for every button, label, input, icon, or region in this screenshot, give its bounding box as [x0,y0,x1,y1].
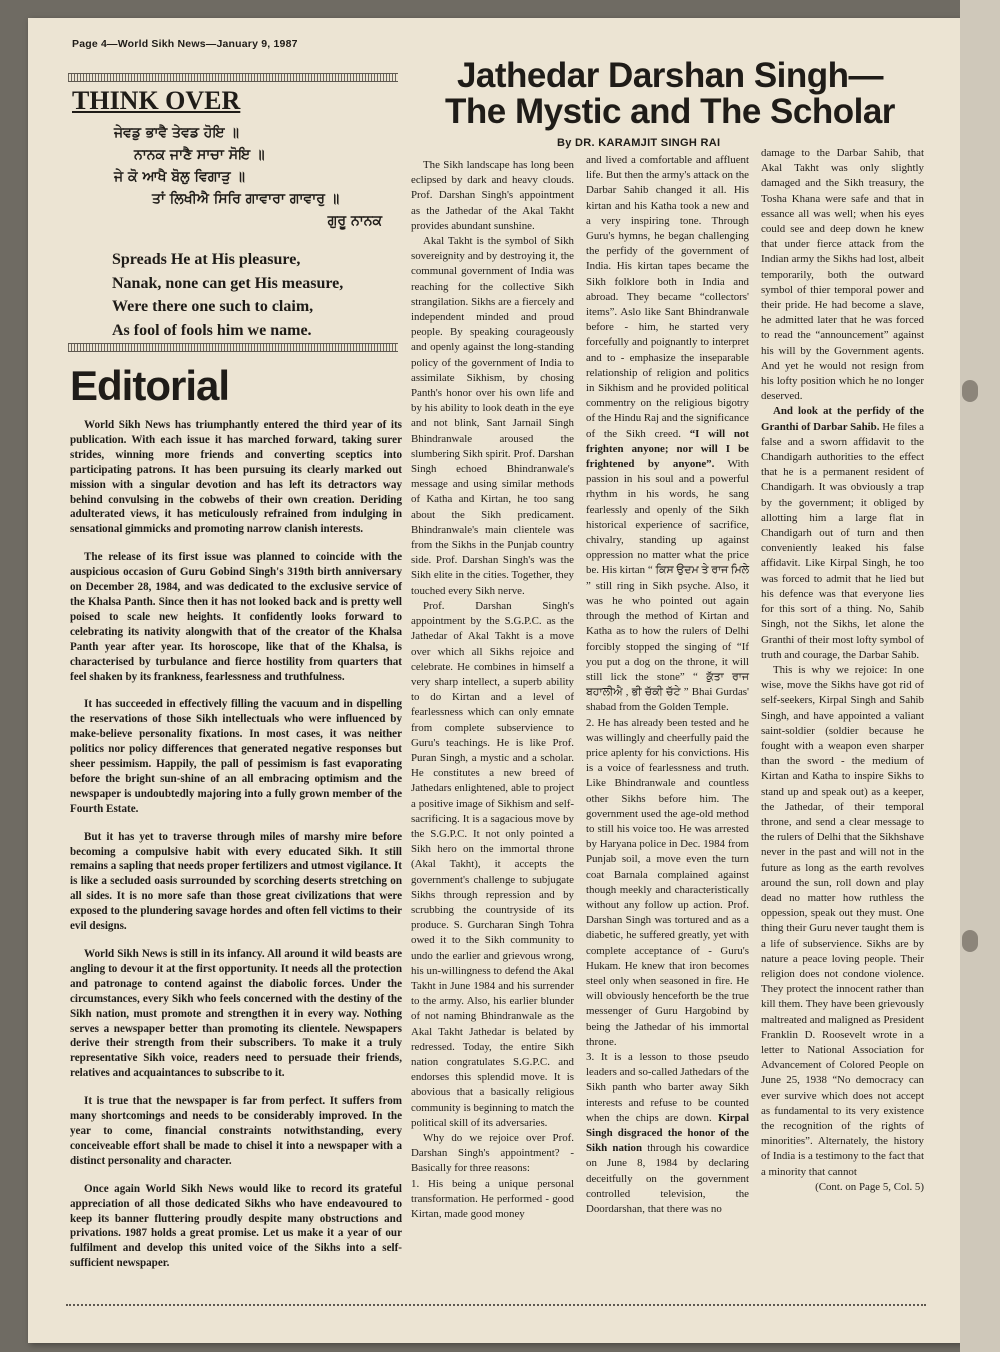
article-paragraph: 1. His being a unique personal transformation. He performed - good Kirtan, made good money [411,1177,574,1221]
article-text: He files a false and a sworn affidavit to the Chandigarh authorities to the effect that he is a permanent resident of Chandigarh. It was obviously a trap by the government; it obliged by allotting him a large flat in Chandigarh out of turn and then conveniently leaked his false affidavit. Like Kirpal Singh, he too was forced to admit that he lied but his defence was that everyone lies for this sort of a thing. No, Sahib Singh, not the Sikhs, let alone the Granthi of their most lofty symbol of truth and courage, the Darbar Sahib. [761,420,924,661]
verse-line: Were there one such to claim, [112,298,314,315]
editorial-paragraph: World Sikh News is still in its infancy. All around it wild beasts are angling to devour it at the first opportunity. It needs all the protection and patronage to contend against the diabolic forces. Under the circumstances, every Sikh who feels concerned with the destiny of the Sikh nation, must promote and strengthen it in every way. Nothing serves a newspaper better than promoting its clientele. Newspapers derive their strength from their subscribers. To make it a truly representative Sikh voice, readers need to persuade their friends, relatives and acquaintances to subscribe to it. [70,948,402,1080]
article-byline: By DR. KARAMJIT SINGH RAI [557,137,721,149]
article-text: through his cowardice on June 8, 1984 by declaring deceitfully on the government controlled television, the Doordarshan, that there was no [586,1142,749,1216]
article-column-3 [761,146,924,1195]
article-paragraph [761,404,924,662]
article-text: 3. It is a lesson to those pseudo leaders and so-called Jathedars of the Sikh panth who barter away Sikh interests and refuse to be counted when the chips are down. [586,1050,749,1124]
verse-line: Nanak, none can get His measure, [112,274,344,292]
article-paragraph: The Sikh landscape has long been eclipsed by dark and heavy clouds. Prof. Darshan Singh's appointment as the Jathedar of the Akal Takht provides abundant sunshine. [411,159,574,232]
article-emphasis: And look at the perfidy of the Granthi of Darbar Sahib. [761,405,924,433]
binder-hole [962,930,978,952]
editorial-paragraph: The release of its first issue was planned to coincide with the auspicious occasion of Guru Gobind Singh's 319th birth anniversary on December 28, 1984, and was dedicated to the exclusive service of the Khalsa Panth. Since then it has not looked back and is pretty well poised to scale new heights. It confidently looks forward to celebrating its nativity alongwith that of the creator of the Khalsa Panth year after year. Its horoscope, like that of the Khalsa, is characterised by turbulance and fierce hostility from quarters that feel shaken by its frankness, fearlessness and truthfulness. [70,551,402,683]
verse-translation [112,248,343,342]
headline-line: Jathedar Darshan Singh— [456,56,884,95]
headline-line: The Mystic and The Scholar [445,92,895,131]
article-paragraph [586,153,749,716]
page-folio: Page 4—World Sikh News—January 9, 1987 [72,38,298,50]
editorial-paragraph: World Sikh News has triumphantly entered the third year of its publication. With each issue it has marched forward, taking surer strides, winning more friends and converting sceptics into participating patrons. It has been pursuing its clearly marked out mission with a singular devotion and has left its detractors way behind convulsing in the cobwebs of their own creation. Deriding adulterated views, it has meticulously refrained from indulging in sensational gimmicks and promoting narrow clanish interests. [70,419,402,536]
article-paragraph [586,1050,749,1217]
editorial-body [70,418,402,1284]
verse-line: Spreads He at His pleasure, [112,251,301,268]
article-text: With passion in his soul and a powerful rhythm in his words, he sang fearlessly and openly of the Sikh historical experience of sacrifice, chivalry, standing up against oppression no matter what the price be. His kirtan “ ਕਿਸ ਉਦਮ ਤੇ ਰਾਜ ਮਿਲੇ ” still ring in Sikh psyche. Also, it was he who pointed out again through the method of Kirtan and Katha as to how the rulers of Delhi forcibly stopped the singing of “If you put a dog on the throne, it will still lick the stone” “ ਕੁੱਤਾ ਰਾਜ ਬਹਾਲੀਐ , ਭੀ ਚੱਕੀ ਚੱਟੇ ” Bhai Gurdas' shabad from the Golden Temple. [586,458,750,714]
verse-line: As fool of fools him we name. [112,321,312,339]
footer-rule [66,1304,926,1306]
article-column-2 [586,153,749,1217]
editorial-title: Editorial [70,362,230,409]
editorial-paragraph: Once again World Sikh News would like to record its grateful appreciation of all those dedicated Sikhs who have endeavoured to keep its banner fluttering proudly despite many obstructions and privations. 1987 holds a great promise. Let us make it a year of our fulfilment and develop this united voice of the Sikhs into a self-sufficient newspaper. [70,1182,402,1270]
divider-rule [68,343,398,352]
gurmukhi-line: ਨਾਨਕ ਜਾਣੈ ਸਾਚਾ ਸੋਇ ॥ [134,147,265,163]
continued-note: (Cont. on Page 5, Col. 5) [815,1180,924,1193]
article-text: and lived a comfortable and affluent life. But then the army's attack on the Darbar Sahib changed it all. His kirtan and his Katha took a new and a very inspiring tone. Through Guru's hymns, he began challenging the perfidy of the government of India. His kirtan tapes became the Sikh folklore both in India and abroad. They became “collectors' items”. Aslo like Sant Bhindranwale before - him, he started very forcefully and poignantly to interpret and to - emphasize the inseparable relationship of religion and politics in Sikhism and he provided political commentry on the religious bigotry of the Hindu Raj and the significance of the Sikh creed. [586,154,749,440]
gurmukhi-line: ਤਾਂ ਲਿਖੀਐ ਸਿਰਿ ਗਾਵਾਰਾ ਗਾਵਾਰੁ ॥ [152,191,340,207]
editorial-paragraph: It has succeeded in effectively filling the vacuum and in dispelling the reservations of those Sikh intellectuals who were influenced by make-believe personality fixations. In most cases, it was neither politics nor policy differences that generated negative responses but sheer pessimism. Happily, the pall of pessimism is fast evaporating before the bright sun-shine of an all embracing optimism and the newspaper is undoubtedly majoring into a fully grown member of the Fourth Estate. [70,698,402,815]
divider-rule [68,73,398,82]
binder-hole [962,380,978,402]
article-paragraph: damage to the Darbar Sahib, that Akal Takht was only slightly damaged and the Sikh treasury, the Tosha Khana were safe and that in essance all was well; when his eyes could see and deep down he knew that under fierce attack from the Indian army the Sikhs had lost, albeit temporarily, both the outward symbol of thier temporal power and their pride. He had become a slave, he admitted later that he was forced to read the “announcement” against his will by the Government agents. And yet he would not resign from his lofty position which he no longer deserved. [761,147,924,403]
article-paragraph: Prof. Darshan Singh's appointment by the S.G.P.C. as the Jathedar of Akal Takht is a move over which all Sikhs rejoice and celebrate. He combines in himself a very sharp intellect, a superb ability to do Kirtan and a level of fearlessness which can only emnate from complete subservience to Guru's teachings. He is like Prof. Puran Singh, a mystic and a scholar. He constitutes a new breed of Jathedars enlightened, able to project a positive image of Sikhism and self-sacrificing. It is a sagacious move by the S.G.P.C. It not only pointed a Sikh hero on the immortal throne (Akal Takht), it accepts the government's challenge to subjugate Sikhs through repression and by scrubbing the countryside of its produce. S. Gurcharan Singh Tohra owed it to the Sikh community to undo the earlier and grievous wrong, his un-willingness to defend the Akal Takht in June 1984 and his surrender to the army. Also, his earlier blunder of not naming Bhindranwale as the Akal Takht Jathedar is belated by redressed. Today, the entire Sikh nation congratulates S.G.P.C. and endorses this splendid move. It is abovious that a basically religious community is beginning to match the political skill of its adversaries. [411,599,574,1129]
article-paragraph: Akal Takht is the symbol of Sikh sovereignity and by destroying it, the communal government of India was reaching for the collective Sikh strangilation. Sikhs are a fiercely and independent minded and proud people. By speaking courageously and openly against the long-standing policy of the government of India to assimilate Sikhism, by chosing Panth's honor over his own life and by his ability to look death in the eye and not blink, Sant Jarnail Singh Bhindranwale aroused the slumbering Sikh spirit. Prof. Darshan Singh echoed Bhindranwale's message and using similar methods of Katha and Kirtan, he too sang about the Sikh predicament. Bhindranwale's main clientele was from the Sikhs in the Punjab country side. Prof. Darshan Singh's was the Sikh elite in the cities. Together, they touched every Sikh nerve. [411,235,574,597]
gurmukhi-line: ਜੇਵਡੁ ਭਾਵੈ ਤੇਵਡ ਹੋਇ ॥ [114,125,239,141]
article-emphasis: Kirpal Singh disgraced the honor of the Sikh nation [586,1111,749,1155]
gurmukhi-verse [72,122,382,232]
article-quote: “I will not frighten anyone; nor will I be frightened by anyone”. [586,427,749,471]
gurmukhi-attribution: ਗੁਰੂ ਨਾਨਕ [327,213,382,229]
think-over-title: THINK OVER [72,86,241,115]
editorial-paragraph: But it has yet to traverse through miles of marshy mire before becoming a compulsive habit with every educated Sikh. It still remains a sapling that needs proper fertilizers and utmost vigilance. It is like a secluded oasis surrounded by scorching deserts stretching on all sides. It is no more safe than those great civilizations that were exposed to the plundering savage hordes and often fell victims to their evil designs. [70,830,402,933]
article-paragraph: This is why we rejoice: In one wise, move the Sikhs have got rid of self-seekers, Kirpal Singh and Sahib Singh, and have appointed a valiant saint-soldier (soldier because he fought with a weapon even sharper than the sword - the medium of Kirtan and Katha to inspire Sikhs to stand up and speak out) as a keeper, the Jathedar, of their temporal throne, and send a clear message to the rulers of Delhi that the Sikhshave never in the past and will not in the future as long as the earth revolves around the sun, roll down and play dead no matter how ruthless the oppession, speak out they must. One thing their Guru never taught them is a life of subservience. Sikhs are by nature a peace loving people. Their religion does not condone violence. They protect the innocent rather than kill them. They have been grievously maltreated and maligned as President Franklin D. Roosevelt wrote in a letter to National Association for Advancement of Colored People on June 25, 1938 “No democracy can ever survive which does not accept as fundamental to its very existence the recognition of the rights of minorities”. Alternately, the history of India is a testimony to the fact that a minority that cannot [761,663,924,1178]
editorial-paragraph: It is true that the newspaper is far from perfect. It suffers from many shortcomings and needs to be considerably improved. In the year to come, financial constraints notwithstanding, every conceiveable effort shall be made to chisel it into a newspaper with a distinct personality and character. [70,1095,402,1167]
article-paragraph: 2. He has already been tested and he was willingly and cheerfully paid the price aplenty for his convictions. His is a voice of fearlessness and truth. Like Bhindranwale and countless other Sikhs before him. The government used the age-old method to still his voice too. He was arrested by Haryana police in Dec. 1984 from Punjab soil, a move even the turn coat Barnala complained against though meekly and characteristically without any follow up action. Prof. Darshan Singh was tortured and as a diabetic, he suffered greatly, yet with complete acceptance of - Guru's Hukam. He knew that iron becomes steel only when seasoned in fire. He will obviously henceforth be the true messenger of Guru Hargobind by being the Jathedar of his immortal throne. [586,716,749,1048]
binder-strip [960,0,1000,1352]
article-column-1 [411,158,574,1222]
gurmukhi-line: ਜੇ ਕੋ ਆਖੈ ਬੋਲੁ ਵਿਗਾੜੁ ॥ [114,169,245,185]
article-paragraph: Why do we rejoice over Prof. Darshan Singh's appointment? - Basically for three reasons: [411,1132,574,1175]
article-headline [430,58,910,130]
